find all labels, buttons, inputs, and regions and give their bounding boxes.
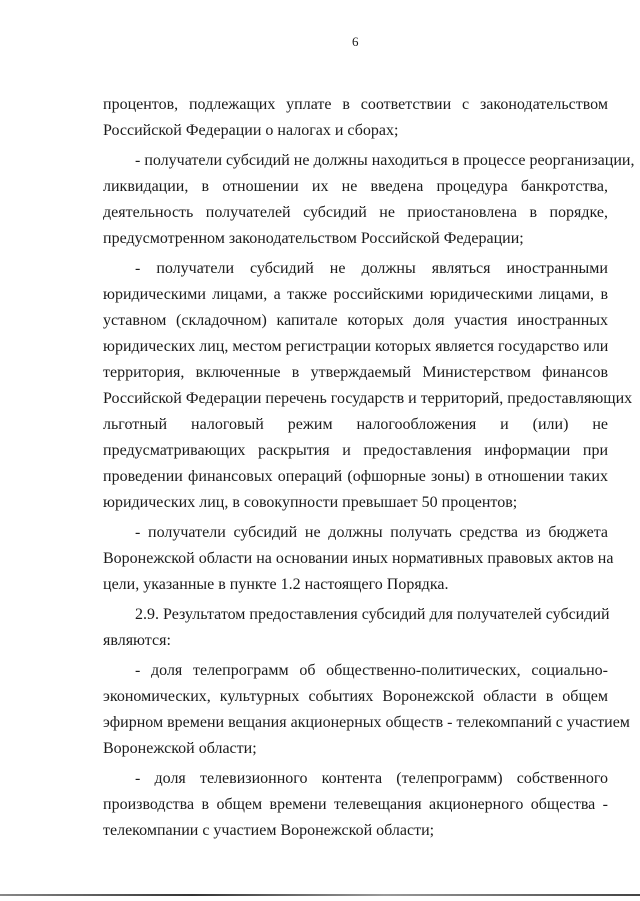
text-line: являются: [103, 632, 171, 649]
text-line: юридических лиц, местом регистрации которых является государство или [103, 338, 609, 355]
text-line: территория, включенные в утверждаемый Министерством финансов [103, 364, 608, 381]
text-line: юридических лиц, в совокупности превышает 50 процентов; [103, 494, 518, 511]
text-line: ликвидации, в отношении их не введена процедура банкротства, [103, 178, 608, 195]
paragraph [103, 92, 608, 144]
text-line: - доля телевизионного контента (телепрограмм) собственного [135, 770, 608, 787]
text-line: телекомпании с участием Воронежской области; [103, 822, 435, 839]
text-line: экономических, культурных событиях Воронежской области в общем [103, 688, 608, 705]
text-line: льготный налоговый режим налогообложения и (или) не [103, 416, 608, 433]
text-line: Российской Федерации перечень государств и территорий, предоставляющих [103, 390, 633, 407]
text-line: проведении финансовых операций (офшорные зоны) в отношении таких [103, 468, 608, 485]
text-line: цели, указанные в пункте 1.2 настоящего Порядка. [103, 576, 449, 593]
scan-edge-line [0, 894, 640, 896]
text-line: 2.9. Результатом предоставления субсидий для получателей субсидий [135, 606, 610, 623]
text-line: эфирном времени вещания акционерных обществ - телекомпаний с участием [103, 714, 630, 731]
text-line: - получатели субсидий не должны находиться в процессе реорганизации, [135, 152, 635, 169]
text-line: производства в общем времени телевещания акционерного общества - [103, 796, 608, 813]
paragraph [103, 256, 633, 516]
paragraph [103, 766, 608, 844]
text-line: Российской Федерации о налогах и сборах; [103, 122, 399, 139]
paragraph [103, 520, 614, 598]
text-line: - доля телепрограмм об общественно-политических, социально- [135, 662, 608, 679]
text-line: предусматривающих раскрытия и предоставления информации при [103, 442, 608, 459]
paragraph [103, 658, 630, 762]
paragraph [103, 148, 635, 252]
text-line: уставном (складочном) капитале которых доля участия иностранных [103, 312, 608, 329]
text-line: - получатели субсидий не должны получать средства из бюджета [135, 524, 608, 541]
page-number: 6 [352, 34, 359, 49]
text-line: деятельность получателей субсидий не приостановлена в порядке, [103, 204, 608, 221]
text-line: юридическими лицами, а также российскими юридическими лицами, в [103, 286, 608, 303]
paragraph [103, 602, 608, 654]
text-line: процентов, подлежащих уплате в соответствии с законодательством [103, 96, 608, 113]
document-body [103, 92, 635, 848]
text-line: предусмотренном законодательством Российской Федерации; [103, 230, 524, 247]
text-line: Воронежской области на основании иных нормативных правовых актов на [103, 550, 614, 567]
text-line: Воронежской области; [103, 740, 257, 757]
text-line: - получатели субсидий не должны являться иностранными [135, 260, 608, 277]
